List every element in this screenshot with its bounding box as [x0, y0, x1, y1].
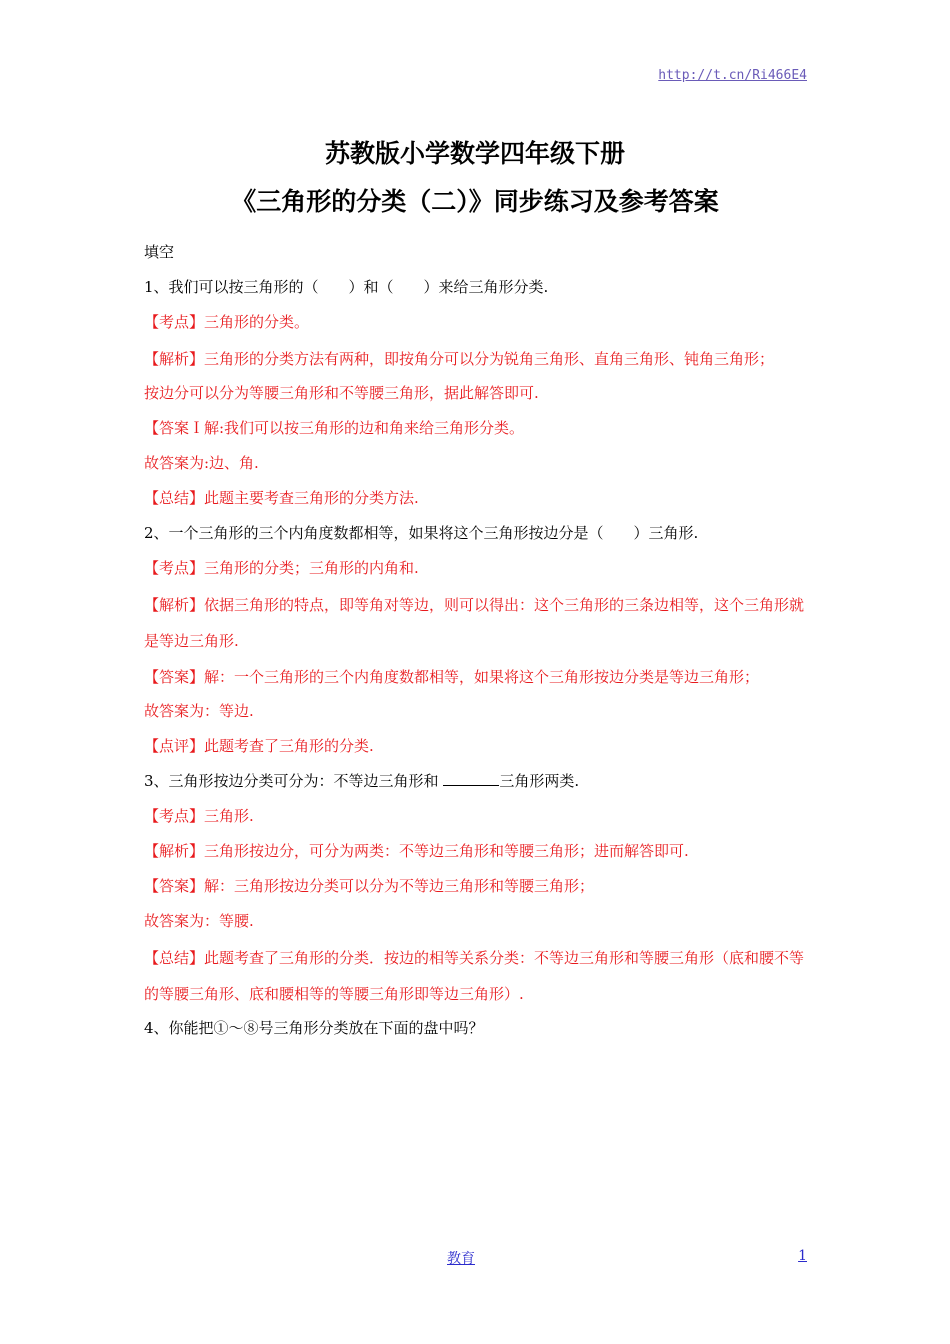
q1-answer: 【答案Ｉ解:我们可以按三角形的边和角来给三角形分类。: [144, 419, 525, 437]
q3-kaodian: 【考点】三角形.: [144, 807, 254, 825]
q3-question: [144, 765, 808, 800]
document-title: 苏教版小学数学四年级下册: [324, 139, 625, 168]
q3-answer-final: 故答案为：等腰.: [144, 912, 254, 930]
q3-answer: 【答案】解：三角形按边分类可以分为不等边三角形和等腰三角形；: [144, 877, 595, 895]
document-body: [144, 236, 808, 1047]
q1-jiexi: 【解析】三角形的分类方法有两种，即按角分可以分为锐角三角形、直角三角形、钝角三角形；: [144, 350, 775, 368]
q1-question: 1、我们可以按三角形的（ ）和（ ）来给三角形分类.: [144, 278, 549, 296]
q2-jiexi: 【解析】依据三角形的特点，即等角对等边，则可以得出：这个三角形的三条边相等，这个三角形就是等边三角形.: [144, 596, 805, 650]
q2-question: 2、一个三角形的三个内角度数都相等，如果将这个三角形按边分是（ ）三角形.: [144, 524, 699, 542]
q3-blank: [443, 771, 499, 786]
q1-answer-final: 故答案为:边、角.: [144, 454, 259, 472]
q2-kaodian: 【考点】三角形的分类；三角形的内角和.: [144, 559, 419, 577]
footer-link[interactable]: 教育: [447, 1251, 475, 1267]
section-heading: 填空: [144, 243, 175, 261]
q1-jiexi-cont: 按边分可以分为等腰三角形和不等腰三角形，据此解答即可.: [144, 384, 539, 402]
q2-answer-final: 故答案为：等边.: [144, 702, 254, 720]
q3-summary: 【总结】此题考查了三角形的分类．按边的相等关系分类：不等边三角形和等腰三角形（底和腰不等的等腰三角形、底和腰相等的等腰三角形即等边三角形）.: [144, 949, 805, 1003]
page-number[interactable]: 1: [798, 1248, 807, 1264]
q2-comment: 【点评】此题考查了三角形的分类.: [144, 737, 374, 755]
q2-answer: 【答案】解：一个三角形的三个内角度数都相等，如果将这个三角形按边分类是等边三角形；: [144, 668, 760, 686]
q4-question: 4、你能把①～⑧号三角形分类放在下面的盘中吗？: [144, 1019, 484, 1037]
q3-question-post: 三角形两类.: [499, 772, 580, 790]
document-subtitle: 《三角形的分类（二）》同步练习及参考答案: [231, 187, 719, 216]
q3-question-pre: 3、三角形按边分类可分为：不等边三角形和: [144, 772, 444, 790]
header-url-link[interactable]: http://t.cn/Ri466E4: [658, 68, 807, 83]
q1-kaodian: 【考点】三角形的分类。: [144, 313, 310, 331]
q1-summary: 【总结】此题主要考查三角形的分类方法.: [144, 489, 419, 507]
q3-jiexi: 【解析】三角形按边分，可分为两类：不等边三角形和等腰三角形；进而解答即可.: [144, 842, 689, 860]
